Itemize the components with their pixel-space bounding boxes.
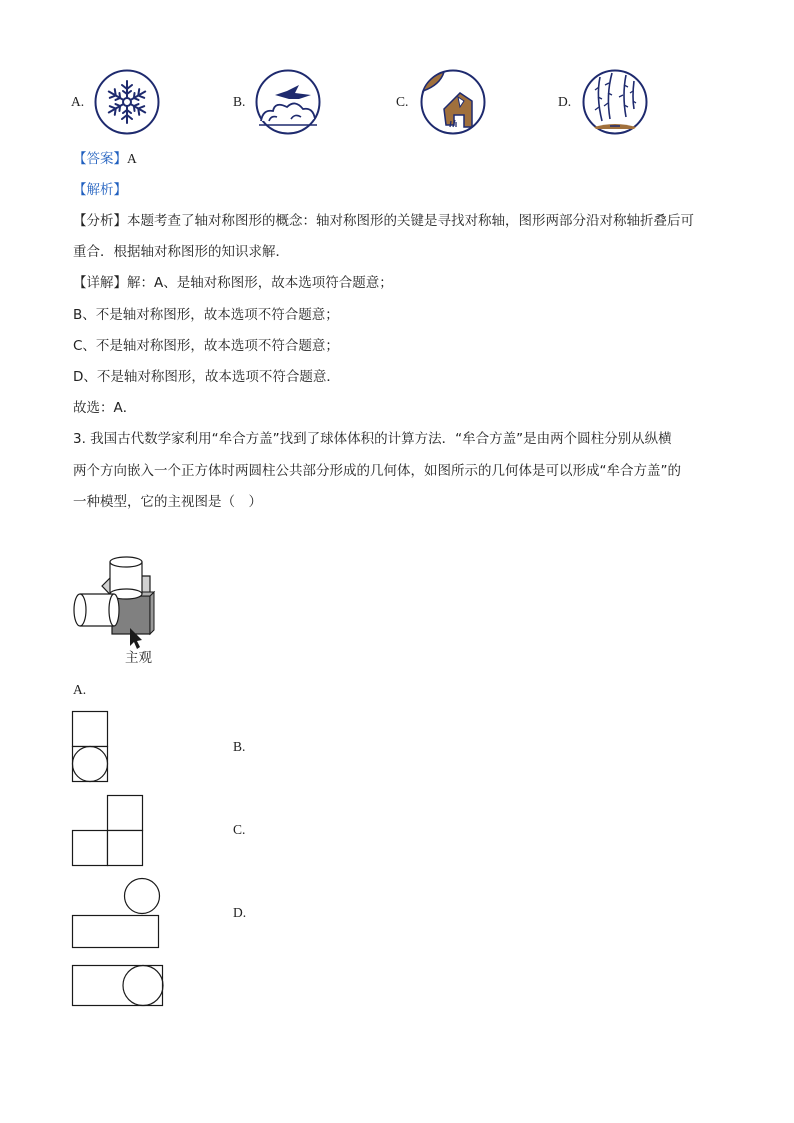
analysis-line-1 (73, 211, 694, 231)
detail-tag: 【详解】 (73, 275, 127, 291)
question3-line-1: 3. 我国古代数学家利用“牟合方盖”找到了球体体积的计算方法．“牟合方盖”是由两个圆柱分别从纵横 (73, 431, 672, 447)
question3-line-2: 两个方向嵌入一个正方体时两圆柱公共部分形成的几何体，如图所示的几何体是可以形成“牟合方盖”的 (73, 463, 681, 479)
view-direction-label: 主观 (125, 650, 152, 666)
analysis-tag: 【分析】 (73, 213, 127, 229)
detail-line-c: C、不是轴对称图形，故本选项不符合题意； (73, 338, 339, 354)
option-b-front-view (72, 795, 144, 867)
bird-over-clouds-icon (255, 69, 321, 135)
q3-option-b-label: B. (233, 739, 246, 754)
q3-option-d-label: D. (233, 905, 247, 920)
q2-option-b-label: B. (233, 94, 246, 109)
analysis-line-2: 重合．根据轴对称图形的知识求解． (73, 244, 289, 260)
analysis-heading: 【解析】 (73, 182, 127, 198)
detail-line-d: D、不是轴对称图形，故本选项不符合题意． (73, 369, 340, 385)
answer-value: A (127, 151, 137, 166)
answer-tag: 【答案】 (73, 151, 127, 167)
detail-line-b: B、不是轴对称图形，故本选项不符合题意； (73, 307, 339, 323)
option-d-front-view (72, 964, 164, 1008)
q2-option-d-label: D. (558, 94, 572, 109)
detail-choice: 故选：A． (73, 400, 137, 416)
detail-text-a: 解：A、是轴对称图形，故本选项符合题意； (127, 275, 393, 291)
cube-cylinders-figure (70, 552, 160, 652)
q3-option-c-label: C. (233, 822, 246, 837)
answer-line (73, 149, 137, 169)
q3-option-a-label: A. (73, 682, 87, 697)
willow-branches-icon (582, 69, 648, 135)
analysis-text-1: 本题考查了轴对称图形的概念：轴对称图形的关键是寻找对称轴，图形两部分沿对称轴折叠后可 (127, 213, 694, 229)
option-c-front-view (72, 878, 162, 950)
question3-line-3: 一种模型，它的主视图是（ ） (73, 494, 262, 510)
q2-option-c-label: C. (396, 94, 409, 109)
option-a-front-view (72, 711, 108, 783)
house-and-moon-icon (420, 69, 486, 135)
snowflake-icon (94, 69, 160, 135)
q2-option-a-label: A. (71, 94, 85, 109)
detail-line-a (73, 273, 393, 293)
